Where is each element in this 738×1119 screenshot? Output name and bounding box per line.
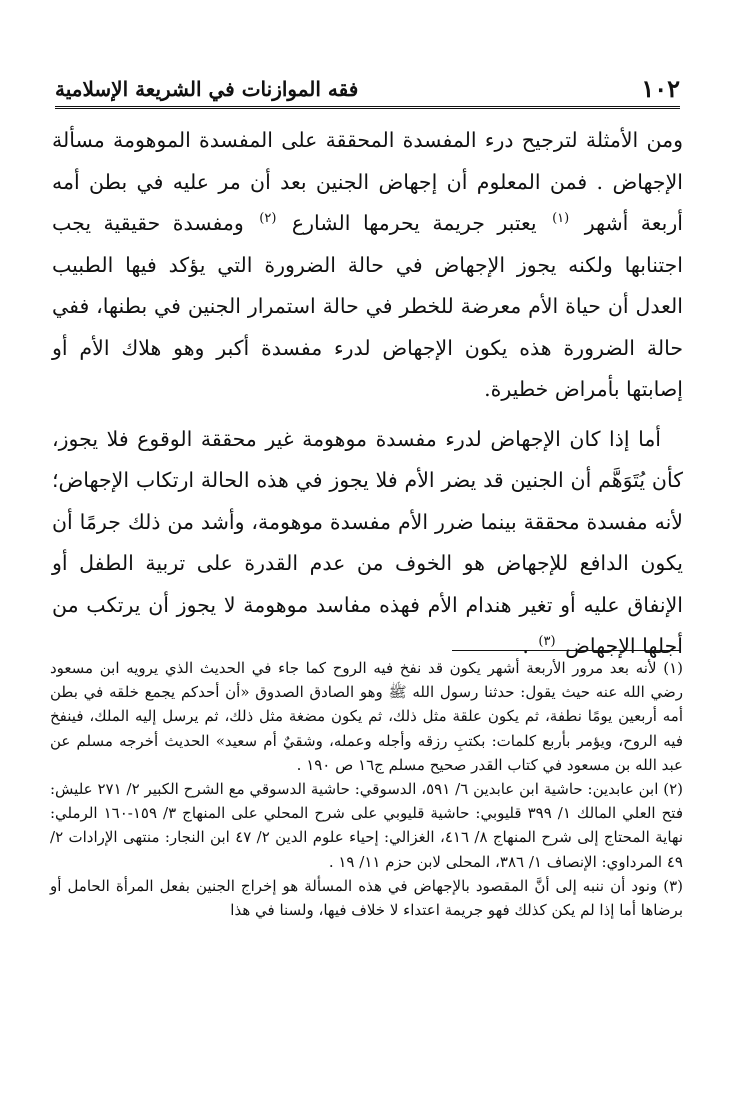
paragraph-text: يعتبر جريمة يحرمها الشارع xyxy=(291,211,537,235)
page-number: ١٠٢ xyxy=(641,74,680,103)
footnotes xyxy=(50,656,683,922)
footnote-reference: (٢) xyxy=(259,211,277,227)
paragraph-abortion-necessity xyxy=(52,120,683,411)
paragraph-text: أما إذا كان الإجهاض لدرء مفسدة موهومة غير محققة الوقوع فلا يجوز، كأن يُتَوَهَّم أن الجنين قد يضر الأم فلا يجوز في هذه الحالة ارتكاب الإجهاض؛ لأنه مفسدة محققة بينما ضرر الأم مفسدة موهومة، وأشد من ذلك جرمًا أن يكون الدافع للإجهاض هو الخوف من عدم القدرة على تربية الطفل أو الإنفاق عليه أو تغير هندام الأم فهذه مفاسد موهومة لا يجوز أن يرتكب من أجلها الإجهاض xyxy=(52,426,683,658)
paragraph-imagined-harm xyxy=(52,419,683,668)
paragraph-text: ومفسدة حقيقية يجب اجتنابها ولكنه يجوز الإجهاض في حالة الضرورة التي يؤكد فيها الطبيب العدل أن حياة الأم معرضة للخطر في حالة استمرار الجنين في بطنها، ففي حالة الضرورة هذه يكون الإجهاض لدرء مفسدة أكبر وهو هلاك الأم أو إصابتها بأمراض خطيرة. xyxy=(52,211,683,401)
footnote-reference: (١) xyxy=(552,211,570,227)
footnote-reference: (٣) xyxy=(538,634,556,650)
running-header xyxy=(55,70,680,104)
paragraph-text: ومن الأمثلة لترجيح درء المفسدة المحققة على المفسدة الموهومة مسألة الإجهاض . فمن المعلوم أن إجهاض الجنين بعد أن مر عليه في بطن أمه أربعة أشهر xyxy=(52,128,683,235)
footnote-separator xyxy=(452,650,680,651)
footnote-3: (٣) ونود أن ننبه إلى أنَّ المقصود بالإجهاض في هذه المسألة هو إخراج الجنين بفعل المرأة الحامل أو برضاها أما إذا لم يكن كذلك فهو جريمة اعتداء لا خلاف فيها، ولسنا في هذا xyxy=(50,876,683,920)
book-title: فقه الموازنات في الشريعة الإسلامية xyxy=(55,77,359,101)
header-rule xyxy=(55,106,680,109)
footnote-2: (٢) ابن عابدين: حاشية ابن عابدين ٦/ ٥٩١، الدسوقي: حاشية الدسوقي مع الشرح الكبير ٢/ ٢٧١ عليش: فتح العلي المالك ١/ ٣٩٩ قليوبي: حاشية قليوبي على شرح المحلي على المنهاج ٣/ ١٥٩-١٦٠ الرملي: نهاية المحتاج إلى شرح المنهاج ٨/ ٤١٦، الغزالي: إحياء علوم الدين ٢/ ٤٧ ابن النجار: منتهى الإرادات ٢/ ٤٩ المرداوي: الإنصاف ١/ ٣٨٦، المحلى لابن حزم ١١/ ١٩ . xyxy=(50,780,684,871)
footnote-1: (١) لأنه بعد مرور الأربعة أشهر يكون قد نفخ فيه الروح كما جاء في الحديث الذي يرويه ابن مسعود رضي الله عنه حيث يقول: حدثنا رسول الله ﷺ وهو الصادق الصدوق «أن أحدكم يجمع خلقه في بطن أمه أربعين يومًا نطفة، ثم يكون علقة مثل ذلك، ثم يكون مضغة مثل ذلك، ثم يرسل إليه الملك، فينفخ فيه الروح، ويؤمر بأربع كلمات: بكتبِ رزقه وأجله وعمله، وشقيٌ أم سعيد» الحديث أخرجه مسلم عن عبد الله بن مسعود في كتاب القدر صحيح مسلم ج١٦ ص ١٩٠ . xyxy=(50,659,683,774)
paragraph-text: . xyxy=(522,634,529,658)
main-text xyxy=(52,120,683,668)
